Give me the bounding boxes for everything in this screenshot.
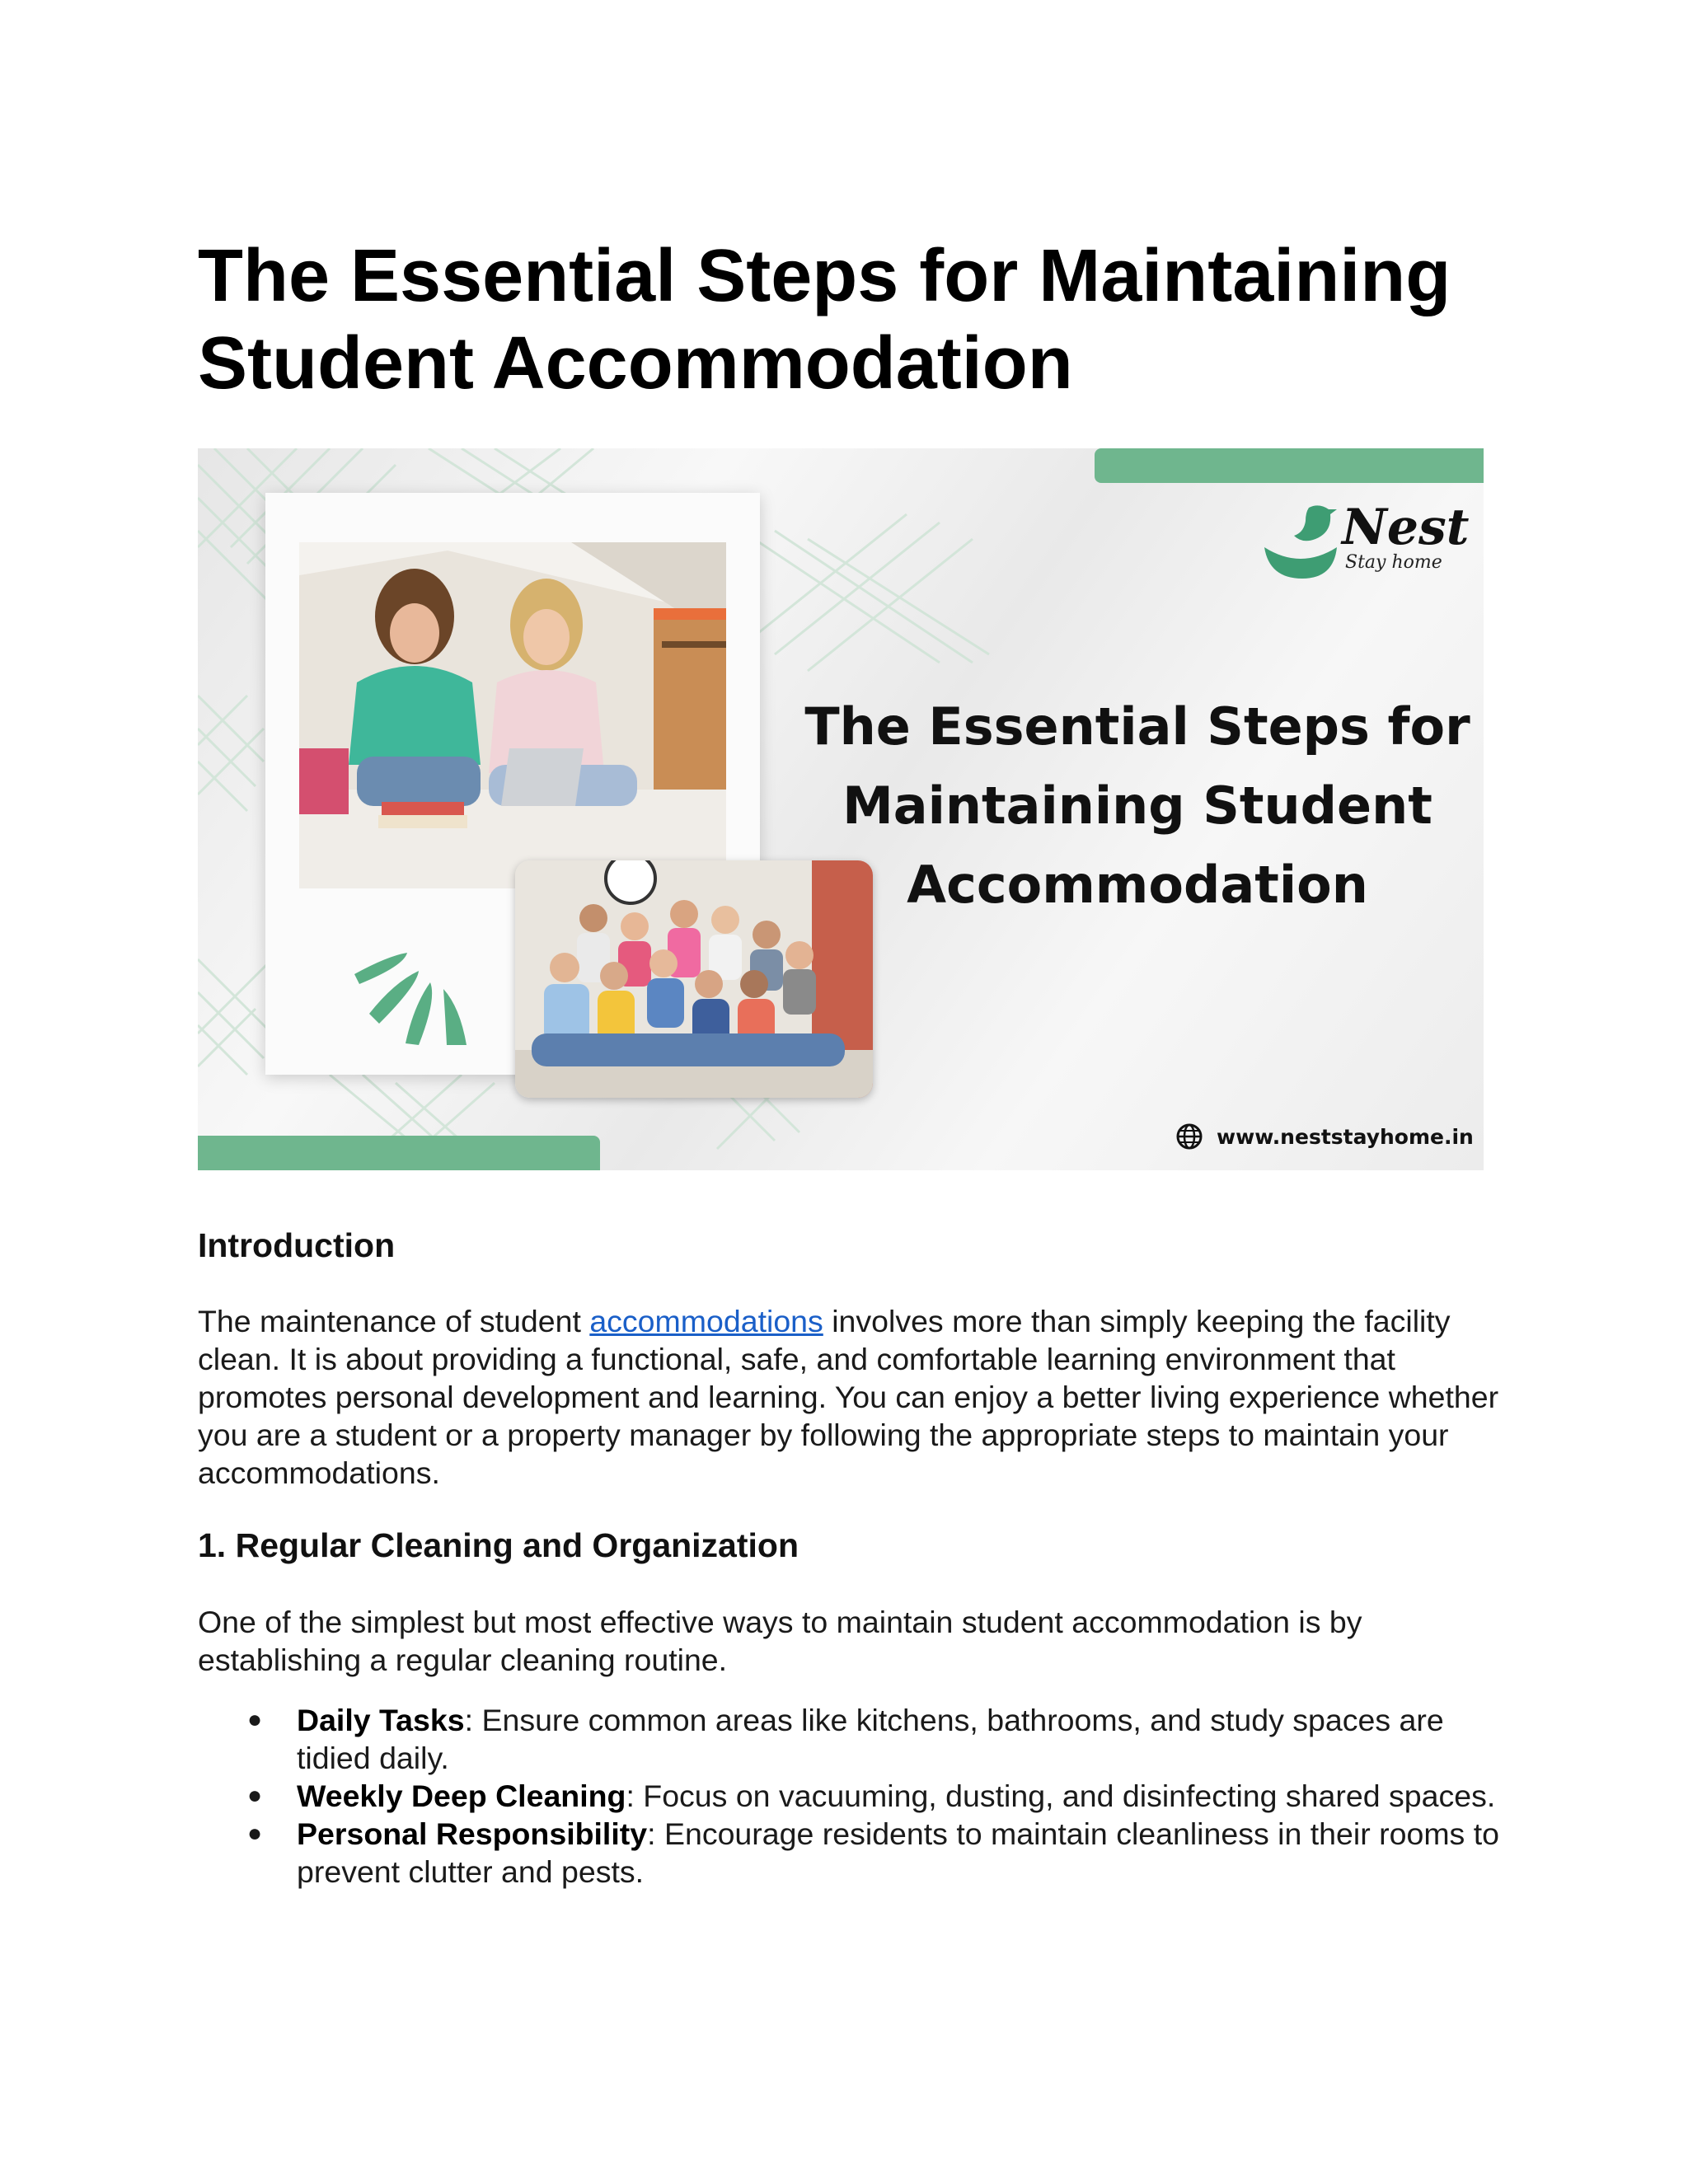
intro-paragraph xyxy=(198,1302,1500,1492)
intro-text-start: The maintenance of student xyxy=(198,1304,590,1338)
globe-icon xyxy=(1175,1122,1203,1151)
banner-title: The Essential Steps for Maintaining Student Accommodation xyxy=(804,696,1470,915)
accommodations-link[interactable]: accommodations xyxy=(589,1304,823,1338)
bird-nest-icon xyxy=(1261,499,1340,582)
leaf-burst-icon xyxy=(354,948,478,1047)
bullet-text: : Encourage residents to maintain cleanliness in their rooms to prevent clutter and pests. xyxy=(297,1816,1499,1889)
accent-bar-bottom xyxy=(198,1136,600,1170)
intro-text-end: involves more than simply keeping the facility clean. It is about providing a functional, safe, and comfortable learning environment that promotes personal development and learning. You can enjoy a better living experience whether you are a student or a property manager by following the appropriate steps to maintain your accommodations. xyxy=(198,1304,1499,1490)
list-item xyxy=(198,1815,1500,1891)
list-item xyxy=(198,1701,1500,1777)
bullet-term: Personal Responsibility xyxy=(297,1816,648,1851)
page-title: The Essential Steps for Maintaining Student Accommodation xyxy=(198,235,1451,405)
bullet-icon: ● xyxy=(247,1820,263,1847)
logo-tagline: Stay home xyxy=(1345,552,1442,573)
website-url: www.neststayhome.in xyxy=(1217,1124,1474,1149)
list-item xyxy=(198,1777,1500,1815)
accent-bar-top xyxy=(1095,448,1484,483)
bullet-term: Daily Tasks xyxy=(297,1703,465,1737)
banner-image xyxy=(198,448,1484,1170)
bullet-text: : Ensure common areas like kitchens, bathrooms, and study spaces are tidied daily. xyxy=(297,1703,1444,1775)
section-heading-introduction: Introduction xyxy=(198,1226,396,1264)
nest-logo xyxy=(1261,499,1470,590)
bullet-term: Weekly Deep Cleaning xyxy=(297,1779,626,1813)
students-laptop-photo xyxy=(299,542,726,888)
cleaning-paragraph: One of the simplest but most effective ways to maintain student accommodation is by establishing a regular cleaning routine. xyxy=(198,1605,1362,1677)
website-link xyxy=(1175,1122,1474,1151)
cleaning-bullet-list xyxy=(198,1701,1500,1891)
bullet-icon: ● xyxy=(247,1706,263,1733)
bullet-text: : Focus on vacuuming, dusting, and disinfecting shared spaces. xyxy=(626,1779,1496,1813)
logo-wordmark: Nest xyxy=(1342,499,1470,556)
section-heading-cleaning: 1. Regular Cleaning and Organization xyxy=(198,1526,799,1564)
bullet-icon: ● xyxy=(247,1782,263,1809)
